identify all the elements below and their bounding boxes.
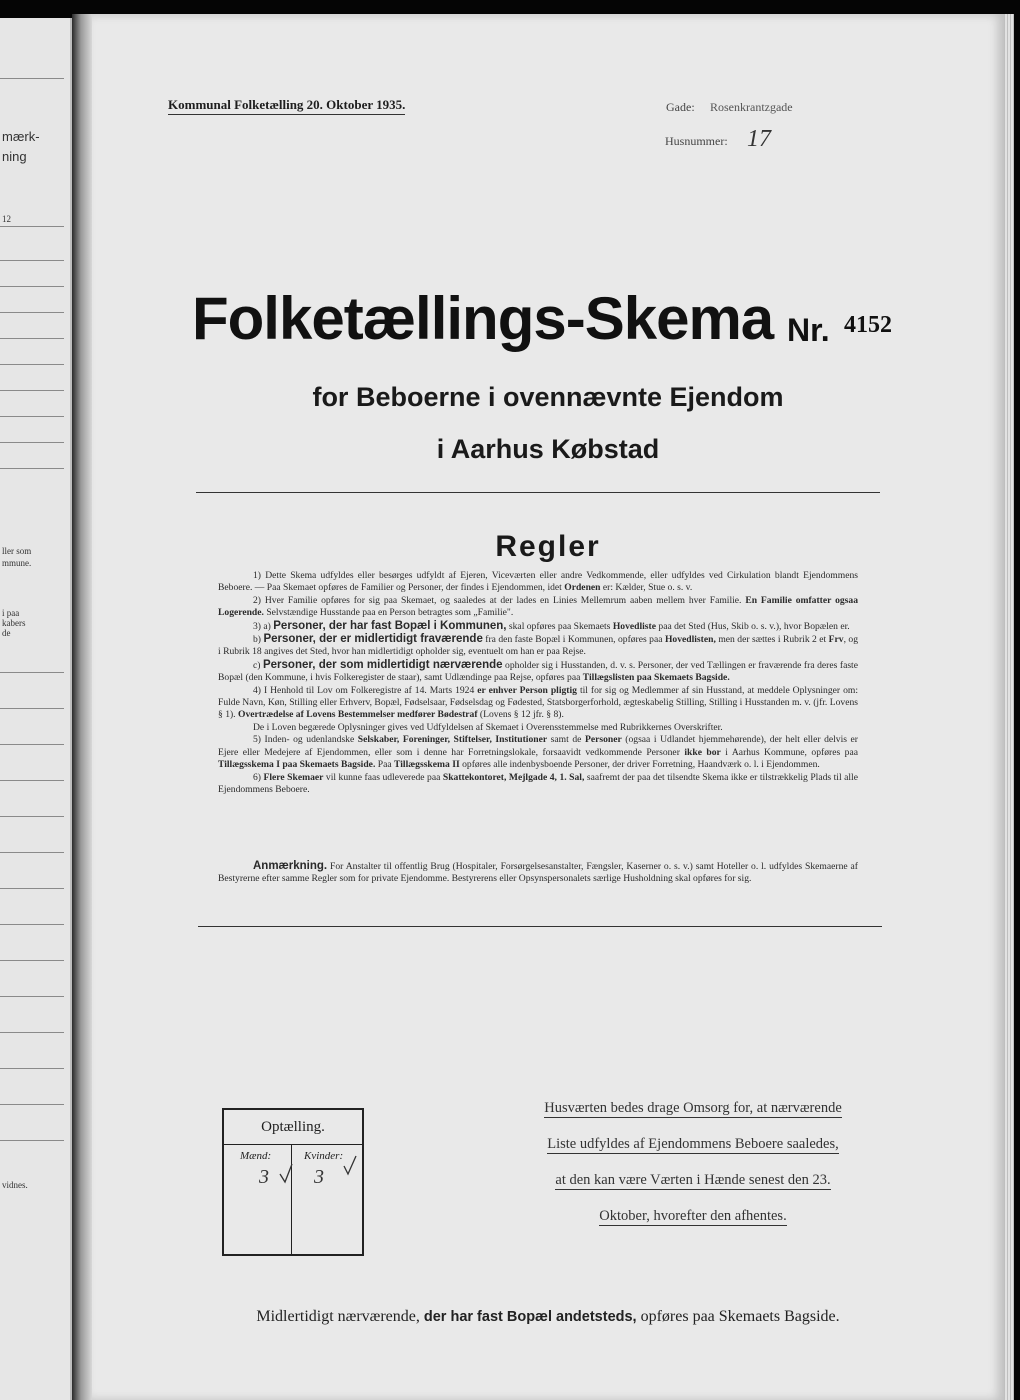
remark-body: For Anstalter til offentlig Brug (Hospitaler, Forsørgelsesanstalter, Fængsler, Kaserner o. s. v.) samt Hoteller o. l. udfyldes Skemaerne af Bestyrerne efter samme Regler som for private Ejendomme. Bestyrerens eller Opsynspersonalets særlige Husholdning skal opføres for sig.: [218, 861, 858, 885]
left-page-rule: [0, 744, 64, 745]
landlord-note-line: [524, 1208, 862, 1225]
remark-paragraph: [218, 860, 858, 886]
checkmark-icon: [342, 1154, 358, 1178]
left-page-rule: [0, 1104, 64, 1105]
rule-6: [218, 772, 858, 797]
rule-number: 3) a): [253, 620, 271, 632]
rule-text-bold: Hovedlisten,: [664, 634, 716, 646]
rule-3b: [218, 633, 858, 659]
women-label: Kvinder:: [304, 1150, 344, 1162]
rule-text-bold: Hovedliste: [612, 620, 656, 632]
rule-text-bold: Personer: [584, 734, 622, 746]
rule-text: 5) Inden- og udenlandske: [253, 734, 355, 746]
book-gutter: [72, 14, 92, 1400]
form-title: Folketællings-Skema: [192, 285, 774, 352]
left-page-rule: [0, 1068, 64, 1069]
left-page-fragment: ller som: [2, 546, 32, 556]
rule-text-bold: Selskaber, Foreninger, Stiftelser, Institutioner: [357, 734, 548, 746]
rules-heading: Regler: [495, 530, 601, 563]
rule-text: Paa: [377, 759, 392, 771]
rule-text: (ogsaa i Udlandet hjemmehørende), der helt eller delvis er Ejere eller Medejere af Ejendommen, eller som i denne har Forretningslokale, forsaavidt vedkommende Personer: [218, 734, 859, 758]
left-page-rule: [0, 312, 64, 313]
rule-text: opholder sig i Husstanden, d. v. s. Personer, der ved Tællingen er fraværende fra deres faste Bopæl (den Kommune, i hvis Folkeregister de staar), samt Udlændinge paa Rejse, opføres paa: [218, 659, 858, 684]
count-box: [222, 1108, 364, 1256]
note-text: Husværten bedes drage Omsorg for, at nærværende: [544, 1100, 842, 1116]
note-text: Oktober, hvorefter den afhentes.: [599, 1208, 787, 1224]
rule-text: saafremt der paa det tilsendte Skema ikke er tilstrækkelig Plads til alle Ejendommens Beboere.: [218, 771, 858, 795]
left-page-rule: [0, 416, 64, 417]
left-page-fragment: kabers: [2, 618, 26, 628]
left-page-rule: [0, 924, 64, 925]
left-page-rule: [0, 78, 64, 79]
rule-1: [218, 570, 858, 595]
rule-text: skal opføres paa Skemaets: [508, 620, 611, 632]
rule-text-bold: Overtrædelse af Lovens Bestemmelser medfører Bødestraf: [238, 709, 478, 721]
left-page-fragment: i paa: [2, 608, 20, 618]
rule-text-bold: Skattekontoret, Mejlgade 4, 1. Sal,: [442, 771, 585, 783]
left-page-rule: [0, 338, 64, 339]
census-form-page: [92, 14, 1004, 1400]
left-facing-page: [0, 18, 72, 1400]
count-box-title: Optælling.: [224, 1110, 362, 1145]
landlord-note-line: [524, 1136, 862, 1153]
footer-note: [92, 1308, 1004, 1326]
rule-text: 4) I Henhold til Lov om Folkeregistre af 14. Marts 1924: [253, 684, 475, 696]
left-page-fragment: ning: [2, 149, 27, 164]
left-page-rule: [0, 888, 64, 889]
rule-4: [218, 685, 858, 722]
rule-4b: [218, 722, 858, 734]
form-subtitle-city: i Aarhus Købstad: [436, 434, 660, 464]
rule-text: opføres alle indenbysboende Personer, der driver Forretning, Haandværk o. l. i Ejendommen.: [462, 759, 820, 771]
rule-text-bold: ikke bor: [684, 746, 721, 758]
landlord-note-line: [524, 1100, 862, 1117]
landlord-note-line: [524, 1172, 862, 1189]
left-page-fragment: 12: [2, 214, 11, 224]
note-text: at den kan være Værten i Hænde senest den 23.: [555, 1172, 831, 1188]
checkmark-icon: [278, 1162, 294, 1184]
rule-text: De i Loven begærede Oplysninger gives ved Udfyldelsen af Skemaet i Overensstemmelse med Rubrikkernes Overskrifter.: [253, 721, 723, 733]
rule-text-bold: Ordenen: [564, 582, 601, 594]
left-page-rule: [0, 996, 64, 997]
divider: [198, 926, 882, 927]
rule-text-bold: En Familie omfatter ogsaa Logerende.: [218, 594, 858, 619]
left-page-fragment: mærk-: [2, 129, 40, 144]
form-number-value: 4152: [844, 312, 892, 338]
left-page-rule: [0, 468, 64, 469]
left-page-rule: [0, 852, 64, 853]
form-number-label: Nr.: [787, 312, 830, 348]
rule-5: [218, 734, 858, 771]
rule-heading: Personer, der har fast Bopæl i Kommunen,: [273, 619, 507, 632]
left-page-rule: [0, 960, 64, 961]
rule-text: paa det Sted (Hus, Skib o. s. v.), hvor Bopælen er.: [658, 620, 850, 632]
rule-number: 6): [253, 771, 261, 783]
left-page-rule: [0, 260, 64, 261]
remark-text: [218, 860, 858, 886]
left-page-rule: [0, 1032, 64, 1033]
left-page-rule: [0, 672, 64, 673]
rule-text: 2) Hver Familie opføres for sig paa Skemaet, og saaledes at der lades en Linies Mellemrum aaben mellem hver Familie.: [253, 594, 742, 606]
left-page-rule: [0, 286, 64, 287]
left-page-rule: [0, 816, 64, 817]
page-edge: [1004, 14, 1014, 1400]
rule-text: samt de: [550, 734, 582, 746]
rule-text-bold: Tillægsskema II: [394, 759, 460, 771]
street-value: Rosenkrantzgade: [710, 100, 793, 114]
rule-text-bold: Flere Skemaer: [263, 771, 324, 783]
rule-text: Selvstændige Husstande paa en Person betragtes som „Familie".: [266, 607, 514, 619]
women-count: 3: [314, 1166, 324, 1188]
rule-3a: [218, 620, 858, 633]
rule-text: (Lovens § 12 jfr. § 8).: [479, 709, 564, 721]
left-page-rule: [0, 226, 64, 227]
rule-text-bold: Tillægslisten paa Skemaets Bagside.: [582, 672, 730, 684]
rule-text: 1) Dette Skema udfyldes eller besørges udfyldt af Ejeren, Viceværten eller andre Vedkommende, eller udfyldes ved Cirkulation blandt Ejendommens Beboere. — Paa Skemaet opføres de Familier og Personer, der findes i Ejendommen, idet: [218, 570, 858, 594]
census-title: Kommunal Folketælling 20. Oktober 1935.: [168, 97, 405, 115]
divider: [196, 492, 880, 493]
rule-text: til for sig og Medlemmer af sin Husstand, at meddele Oplysninger om: Fulde Navn, Køn, Stilling eller Erhverv, Bopæl, Fødselsaar, Fødselsdag og Fødested, Statsborgerforhold, ægteskabelig Stilling, Stilling i Husstanden m. v. (jfr. Lovens § 1).: [218, 684, 858, 721]
left-page-rule: [0, 708, 64, 709]
rule-2: [218, 595, 858, 620]
rule-text-bold: Frv: [828, 634, 844, 646]
rule-text: men der sættes i Rubrik 2 et: [718, 634, 827, 646]
form-subtitle: for Beboerne i ovennævnte Ejendom: [312, 382, 784, 412]
rule-heading: Personer, der er midlertidigt fraværende: [263, 633, 483, 646]
rule-text: i Aarhus Kommune, opføres paa: [725, 746, 858, 758]
footer-text: opføres paa Skemaets Bagside.: [640, 1308, 840, 1325]
rule-text: fra den faste Bopæl i Kommunen, opføres paa: [485, 634, 663, 646]
left-page-rule: [0, 1140, 64, 1141]
house-number-value: 17: [747, 126, 771, 152]
left-page-fragment: mmune.: [2, 558, 32, 568]
left-page-rule: [0, 442, 64, 443]
street-label: Gade:: [666, 100, 695, 114]
house-number-label: Husnummer:: [665, 134, 728, 148]
rule-3c: [218, 659, 858, 685]
note-text: Liste udfyldes af Ejendommens Beboere saaledes,: [547, 1136, 839, 1152]
men-count: 3: [259, 1166, 269, 1188]
rule-number: c): [253, 659, 261, 671]
remark-heading: Anmærkning.: [253, 860, 328, 872]
left-page-fragment: de: [2, 628, 11, 638]
rule-number: b): [253, 634, 261, 646]
men-label: Mænd:: [240, 1150, 272, 1162]
left-page-rule: [0, 780, 64, 781]
rule-text-bold: er enhver Person pligtig: [477, 684, 577, 696]
rule-text: vil kunne faas udleverede paa: [325, 771, 441, 783]
rules-text: [218, 570, 858, 796]
footer-text-bold: der har fast Bopæl andetsteds,: [423, 1309, 637, 1325]
rule-text-bold: Tillægsskema I paa Skemaets Bagside.: [218, 759, 376, 771]
left-page-rule: [0, 390, 64, 391]
rule-text: er: Kælder, Stue o. s. v.: [602, 582, 693, 594]
footer-text: Midlertidigt nærværende,: [256, 1308, 420, 1325]
left-page-fragment: vidnes.: [2, 1180, 28, 1190]
left-page-rule: [0, 364, 64, 365]
rule-heading: Personer, der som midlertidigt nærværende: [262, 658, 503, 671]
rule-text: , og i Rubrik 18 angives det Sted, hvor han midlertidigt opholder sig, eventuelt om han er paa Rejse.: [218, 634, 859, 658]
